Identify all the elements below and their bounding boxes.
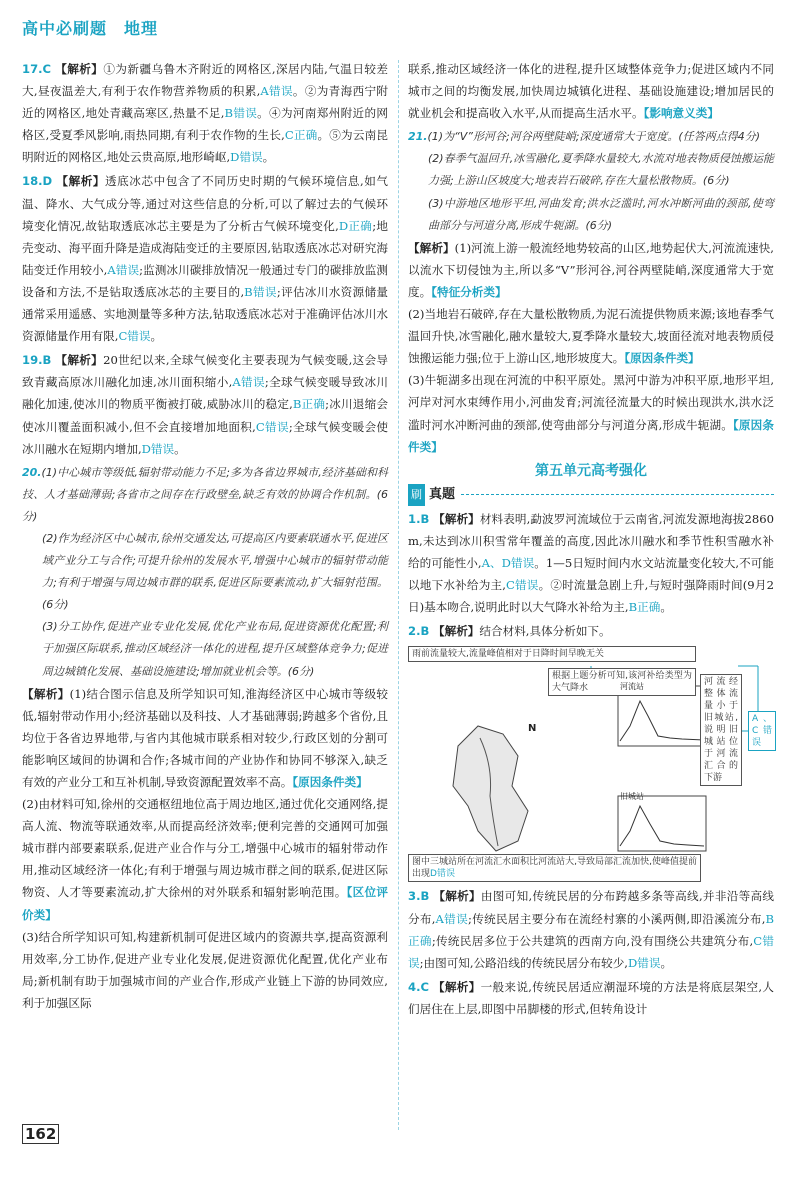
explanation-20-1: 【解析】(1)结合图示信息及所学知识可知,淮海经济区中心城市等级较低,辐射带动作用小;经济基础以及科技、人才基础薄弱;跨越多个省份,且均位于各省边界地带,与省内其他城市联系相对较少,行政区划的分割可能影响区域间的协调和合作;各城市间的产业协作和协同不够深入,缺乏有效的产业分工和互补机制,导致资源配置效率不高。【原因条件类】 [22, 686, 388, 789]
page-number: 162 [22, 1124, 59, 1144]
chart1-line [620, 701, 704, 741]
question-3: 3.B 【解析】由图可知,传统民居的分布跨越多条等高线,并非沿等高线分布,A错误;传统民居主要分布在流经村寨的小溪两侧,即沿溪流分布,B正确;传统民居多位于公共建筑的西南方向,没有围绕公共建筑分布,C错误;由图可知,公路沿线的传统民居分布较少,D错误。 [408, 889, 775, 970]
answer-20-3: (3)分工协作,促进产业专业化发展,优化产业布局,促进资源优化配置;利于加强区际联系,推动区域经济一体化的进程,提升区域整体竞争力;促进周边城镇化发展、基础设施建设;增加就业机会等。(6分) [42, 620, 388, 678]
question-2: 2.B 【解析】结合材料,具体分析如下。 [408, 624, 611, 639]
section-heading-zhenti [408, 484, 774, 506]
question-1: 1.B 【解析】材料表明,勐波罗河流域位于云南省,河流发源地海拔2860 m,未达到冰川积雪常年覆盖的高度,因此冰川融水和季节性积雪融水补给的可能性小,A、D错误。1—5日短时间内水文站流量变化较大,不可能以地下水补给为主,C错误。②时流量急剧上升,与短时强降雨时间(9月2日)基本吻合,说明此时以大气降水补给为主,B正确。 [408, 511, 774, 615]
question-4: 4.C 【解析】一般来说,传统民居适应潮湿环境的方法是将底层架空,人们居住在上层,即图中吊脚楼的形式,但转角设计 [408, 979, 774, 1016]
unit-title: 第五单元高考强化 [535, 462, 647, 479]
column-divider [398, 60, 399, 1130]
zhenti-label: 真题 [429, 486, 456, 502]
explanation-21-1: 【解析】(1)河流上游一般流经地势较高的山区,地势起伏大,河流流速快,以流水下切侵蚀为主,所以多“V”形河谷,河谷两壁陡峭,深度通常大于宽度。【特征分析类】 [408, 240, 774, 299]
answer-21-2: (2)春季气温回升,冰雪融化,夏季降水量较大,水流对地表物质侵蚀搬运能力强;上游山区坡度大;地表岩石破碎,存在大量松散物质。(6分) [428, 152, 774, 188]
answer-20-1: 20.(1)中心城市等级低,辐射带动能力不足;多为各省边界城市,经济基础和科技、人才基础薄弱;各省市之间存在行政壁垒,缺乏有效的协调合作机制。(6分) [22, 465, 388, 523]
zhenti-badge-icon: 刷 [408, 484, 425, 506]
analysis-figure [408, 646, 774, 881]
page-header-title: 高中必刷题 地理 [22, 19, 159, 38]
answer-21-1: 21.(1)为“V”形河谷;河谷两壁陡峭;深度通常大于宽度。(任答两点得4分) [408, 130, 760, 144]
question-21 [408, 126, 774, 457]
question-20 [22, 462, 388, 1014]
note-bottom: 图中三城站所在河流汇水面积比河流站大,导致局部汇流加快,使峰值提前出现D错误 [408, 854, 701, 882]
note-ac-wrong: A、C错误 [748, 711, 776, 751]
explanation-21-3: (3)牛轭湖多出现在河流的中积平原处。黑河中游为冲积平原,地形平坦,河岸对河水束缚作用小,河曲发育;河流径流量大的时候出现洪水,洪水泛滥时河水冲断河曲的颈部,使弯曲部分与河道分离,形成牛轭湖。【原因条件类】 [408, 373, 774, 454]
zhenti-rule [461, 494, 774, 495]
chart1-label: 河流站 [620, 682, 644, 692]
question-19: 19.B 【解析】20世纪以来,全球气候变化主要表现为气候变暖,这会导致青藏高原冰川融化加速,冰川面积缩小,A错误;全球气候变暖导致冰川融化加速,使冰川的物质平衡被打破,威胁冰川的稳定,B正确;冰川退缩会使冰川覆盖面积减小,但不会直接增加地面积,C错误;全球气候变暖会使冰川融水在短期内增加,D错误。 [22, 353, 388, 456]
north-arrow-icon: N [528, 723, 537, 735]
note-city-station: 河流经整体流量小于旧城站,说明旧城站位于河流汇合的下游 [700, 674, 742, 786]
chart2-line [620, 806, 704, 846]
question-18: 18.D 【解析】透底冰芯中包含了不同历史时期的气候环境信息,如气温、降水、大气成分等,通过对这些信息的分析,可以了解过去的气候环境变化情况,故钻取透底冰芯主要是为了分析古气候环境变化,D正确;地壳变动、海平面升降是造成海陆变迁的主要原因,钻取透底冰芯对研究海陆变迁作用较小,A错误;监测冰川碳排放情况一般通过专门的碳排放监测设备和方法,不是钻取透底冰芯的主要目的,B错误;评估冰川水资源储量通常采用遥感、实地测量等多种方法,钻取透底冰芯对于准确评估冰川水资源储量作用有限,C错误。 [22, 174, 388, 344]
right-column [408, 58, 774, 1022]
explanation-20-2: (2)由材料可知,徐州的交通枢纽地位高于周边地区,通过优化交通网络,提高人流、物流等联通效率,从而提高经济效率;便利完善的交通网可加强城市群内部要素联系,促进产业合作与分工,增强中心城市的辐射带动作用,推动区域经济一体化;有利于增强与周边城市群之间的联系,促进区际物资、人才等要素流动,扩大徐州的对外联系和辐射影响范围。【区位评价类】 [22, 797, 389, 922]
explanation-21-2: (2)当地岩石破碎,存在大量松散物质,为泥石流提供物质来源;该地春季气温回升快,冰雪融化,融水量较大,夏季降水量较大,坡面径流对地表物质侵蚀搬运能力强;位于上游山区,地形坡度大。【原因条件类】 [408, 307, 774, 366]
note-rain-type: 根据上题分析可知,该河补给类型为大气降水 [548, 668, 696, 696]
answer-20-2: (2)作为经济区中心城市,徐州交通发达,可提高区内要素联通水平,促进区域产业分工与合作;可提升徐州的发展水平,增强中心城市的辐射带动能力;有利于增强与周边城市群的联系,促进区际要素流动,扩大辐射范围。(6分) [42, 531, 388, 612]
left-column [22, 58, 388, 1016]
chart2-label: 旧城站 [620, 792, 644, 802]
question-17: 17.C 【解析】①为新疆乌鲁木齐附近的网格区,深居内陆,气温日较差大,昼夜温差大,有利于农作物营养物质的积累,A错误。②为青海西宁附近的网格区,地处青藏高寒区,热量不足,B错误。④为河南郑州附近的网格区,受夏季风影响,雨热同期,有利于农作物的生长,C正确。⑤为云南昆明附近的网格区,地处云贵高原,地形崎岖,D错误。 [22, 62, 389, 165]
note-top: 雨前流量较大,流量峰值相对于日降时间早晚无关 [408, 646, 696, 662]
answer-21-3: (3)中游地区地形平坦,河曲发育;洪水泛滥时,河水冲断河曲的颈部,使弯曲部分与河道分离,形成牛轭湖。(6分) [428, 196, 774, 232]
question-20-continued: 联系,推动区域经济一体化的进程,提升区域整体竞争力;促进区域内不同城市之间的均衡发展,加快周边城镇化进程、基础设施建设;增加居民的就业机会和提高收入水平,从而提高生活水平。【影响意义类】 [408, 62, 774, 121]
explanation-20-3: (3)结合所学知识可知,构建新机制可促进区域内的资源共享,提高资源利用效率,分工协作,促进产业专业化发展,促进资源优化配置,优化产业布局;新机制有助于加强城市间的产业合作,形成产业链上下游的协同效应,利于加强区际 [22, 929, 388, 1010]
